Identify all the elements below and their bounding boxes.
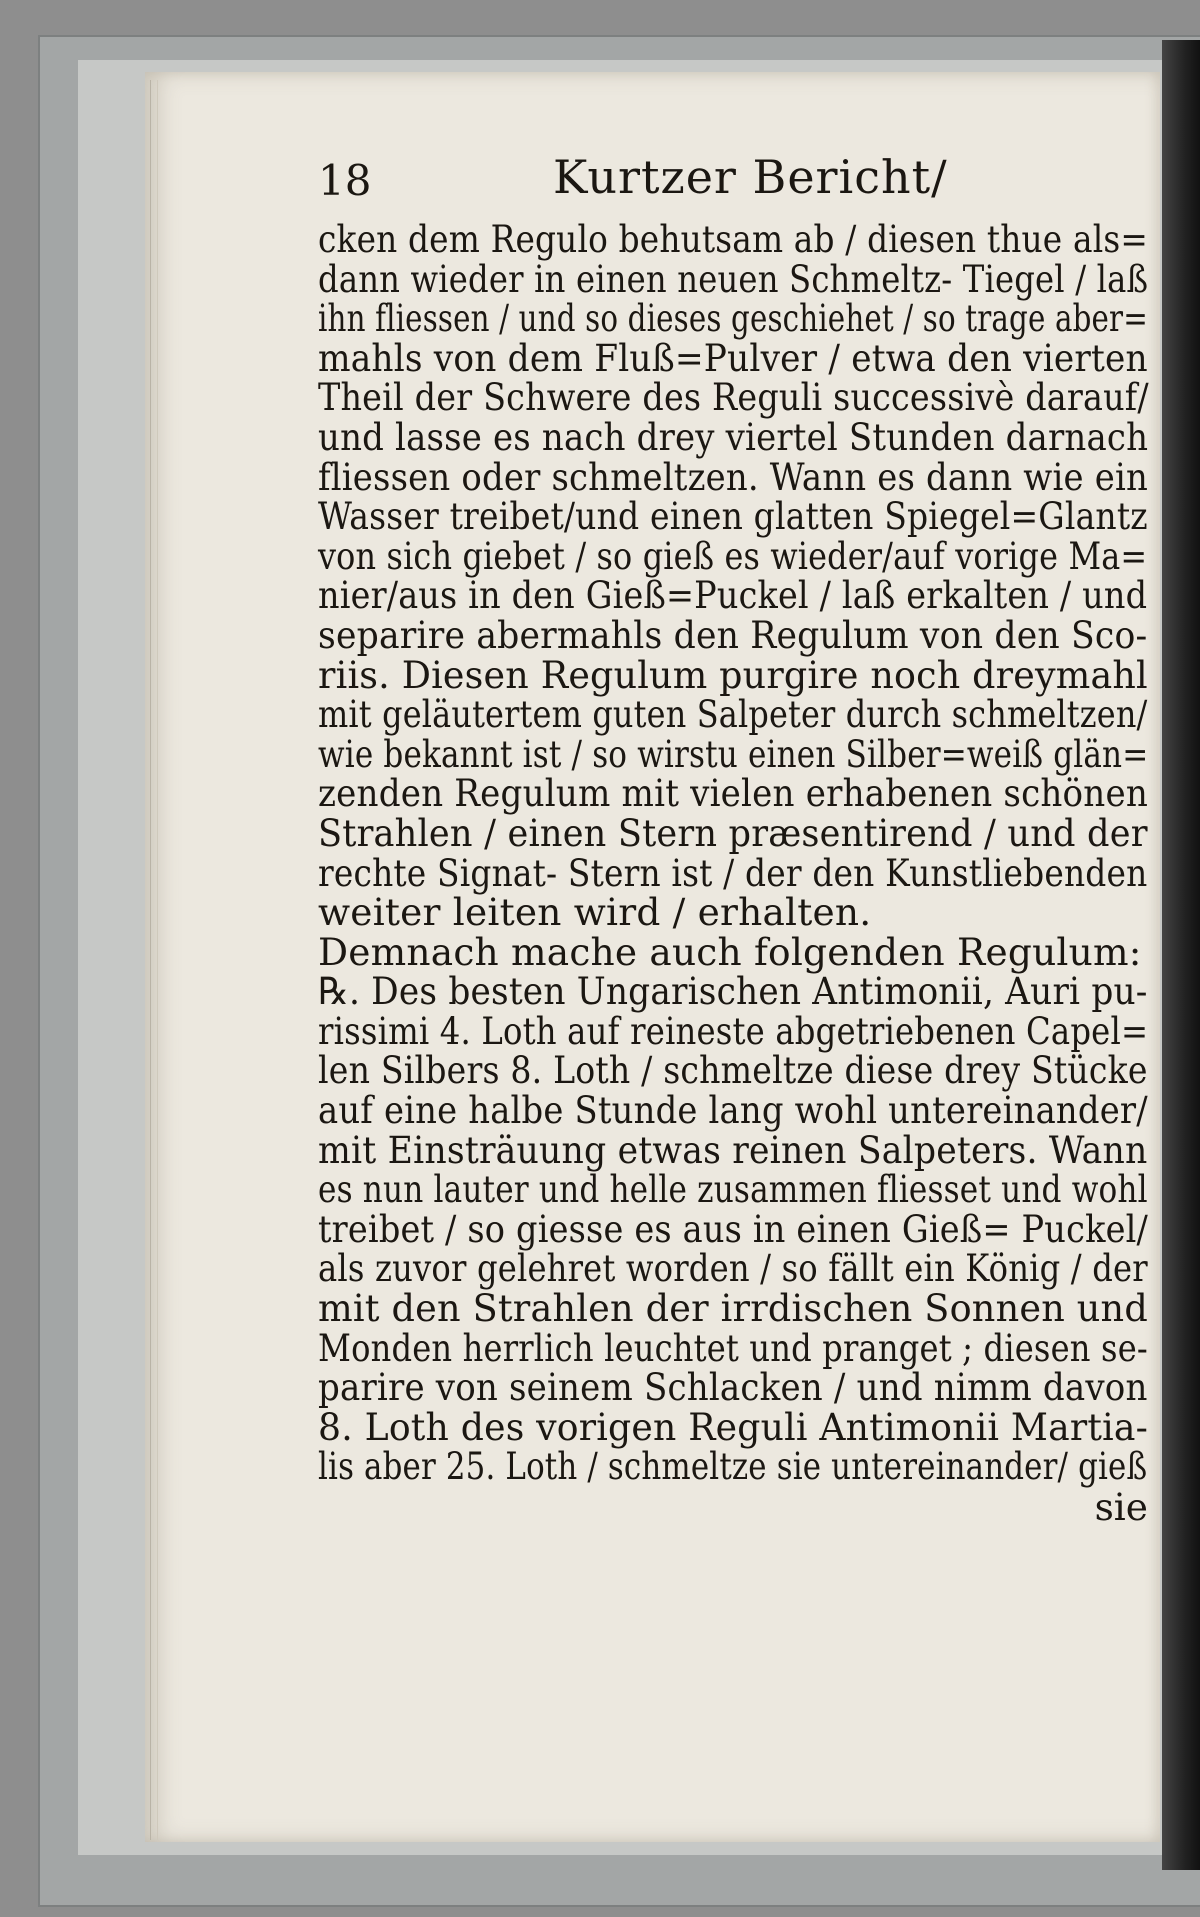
book-edge [1162, 40, 1200, 1870]
text-line: nier/aus in den Gieß=Puckel / laß erkalten / und [318, 573, 1148, 618]
text-line: zenden Regulum mit vielen erhabenen schönen [318, 771, 1148, 816]
text-line: Wasser treibet/und einen glatten Spiegel=Glantz [318, 494, 1148, 539]
text-line: Demnach mache auch folgenden Regulum: [318, 929, 1142, 974]
text-line: es nun lauter und helle zusammen fliesset und wohl [318, 1167, 1148, 1212]
text-line: parire von seinem Schlacken / und nimm davon [318, 1365, 1148, 1410]
running-head: Kurtzer Bericht/ [553, 150, 948, 204]
text-line: rechte Signat- Stern ist / der den Kunstliebenden [318, 850, 1148, 895]
text-line: cken dem Regulo behutsam ab / diesen thue als= [318, 217, 1148, 261]
text-line: und lasse es nach drey viertel Stunden darnach [318, 414, 1149, 459]
text-line: ihn fliessen / und so dieses geschiehet / so trage aber= [318, 296, 1148, 341]
text-line: weiter leiten wird / erhalten. [318, 890, 872, 935]
text-line: von sich giebet / so gieß es wieder/auf vorige Ma= [318, 533, 1148, 578]
catchword: sie [1094, 1485, 1148, 1529]
text-line: mahls von dem Fluß=Pulver / etwa den vierten [318, 335, 1148, 380]
text-line: als zuvor gelehret worden / so fällt ein König / der [318, 1246, 1148, 1291]
text-line: 8. Loth des vorigen Reguli Antimonii Martia- [318, 1404, 1149, 1449]
page-header [318, 150, 1148, 220]
text-line: len Silbers 8. Loth / schmeltze diese drey Stücke [318, 1048, 1148, 1093]
text-line: treibet / so giesse es aus in einen Gieß= Puckel/ [318, 1206, 1149, 1251]
text-line: auf eine halbe Stunde lang wohl untereinander/ [318, 1088, 1148, 1133]
text-line: lis aber 25. Loth / schmeltze sie untereinander/ gieß [318, 1444, 1148, 1489]
text-line: riis. Diesen Regulum purgire noch dreymahl [318, 652, 1148, 697]
page-text [318, 150, 1148, 1527]
text-line: fliessen oder schmeltzen. Wann es dann wie ein [318, 454, 1148, 499]
text-line: Monden herrlich leuchtet und pranget ; diesen se- [318, 1325, 1148, 1370]
text-line: mit Einsträuung etwas reinen Salpeters. Wann [318, 1127, 1148, 1172]
text-line: mit den Strahlen der irrdischen Sonnen und [318, 1286, 1148, 1331]
text-line: dann wieder in einen neuen Schmeltz- Tiegel / laß [318, 256, 1149, 301]
text-line: Theil der Schwere des Reguli successivè darauf/ [318, 375, 1149, 420]
page-number: 18 [318, 156, 372, 205]
text-line: ℞. Des besten Ungarischen Antimonii, Auri pu- [318, 969, 1148, 1014]
text-line: separire abermahls den Regulum von den Sco- [318, 612, 1148, 657]
text-line: rissimi 4. Loth auf reineste abgetriebenen Capel= [318, 1008, 1149, 1053]
text-line: mit geläutertem guten Salpeter durch schmeltzen/ [318, 692, 1148, 737]
text-line: wie bekannt ist / so wirstu einen Silber=weiß glän= [318, 731, 1149, 776]
page-gutter [150, 80, 158, 1840]
body-text [318, 217, 1149, 1489]
text-line: Strahlen / einen Stern præsentirend / und der [318, 810, 1148, 855]
